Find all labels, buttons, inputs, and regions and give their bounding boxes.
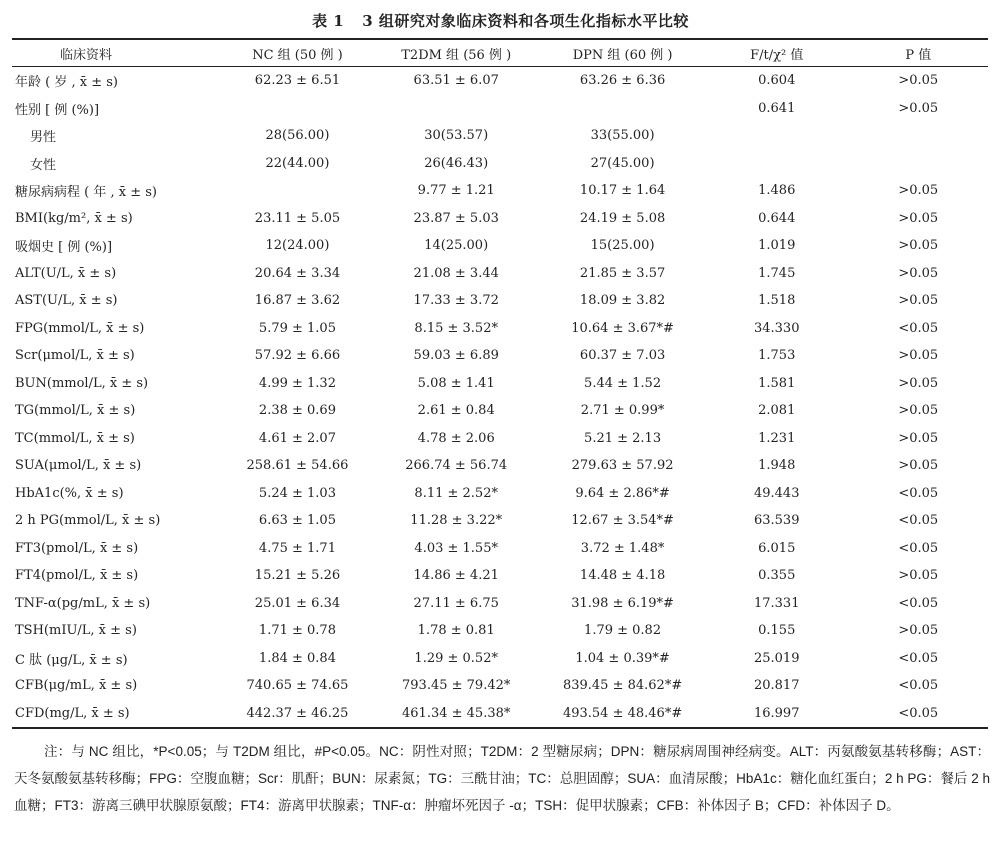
t2dm-value: 4.03 ± 1.55*: [414, 540, 498, 556]
row-label: 女性: [30, 157, 57, 173]
test-statistic: 34.330: [753, 320, 800, 336]
dpn-value: 839.45 ± 84.62*#: [562, 678, 683, 694]
nc-value: 62.23 ± 6.51: [254, 73, 341, 89]
row-label: BMI(kg/m², x̄ ± s): [15, 210, 133, 226]
header-test-statistic: F/t/χ² 值: [750, 47, 804, 63]
dpn-value: 18.09 ± 3.82: [579, 293, 666, 309]
dpn-value: 9.64 ± 2.86*#: [575, 485, 670, 501]
nc-value: 5.24 ± 1.03: [258, 485, 336, 501]
p-value: >0.05: [898, 100, 939, 116]
dpn-value: 10.64 ± 3.67*#: [571, 320, 674, 336]
dpn-value: 12.67 ± 3.54*#: [571, 513, 674, 529]
row-label: FPG(mmol/L, x̄ ± s): [15, 320, 145, 336]
test-statistic: 63.539: [753, 513, 800, 529]
nc-value: 6.63 ± 1.05: [258, 513, 336, 529]
test-statistic: 0.644: [758, 210, 796, 226]
nc-value: 15.21 ± 5.26: [254, 568, 341, 584]
clinical-data-table: [12, 38, 988, 729]
t2dm-value: 23.87 ± 5.03: [413, 210, 499, 226]
t2dm-value: 1.29 ± 0.52*: [414, 650, 498, 666]
table-row: [12, 700, 988, 729]
dpn-value: 2.71 ± 0.99*: [580, 403, 665, 419]
row-label: FT3(pmol/L, x̄ ± s): [15, 540, 139, 556]
t2dm-value: 30(53.57): [424, 128, 489, 144]
table-row: [12, 342, 988, 370]
t2dm-value: 5.08 ± 1.41: [417, 375, 495, 391]
row-label: 2 h PG(mmol/L, x̄ ± s): [15, 513, 161, 529]
dpn-value: 31.98 ± 6.19*#: [571, 595, 674, 611]
nc-value: 12(24.00): [265, 238, 330, 254]
table-row: [12, 232, 988, 260]
test-statistic: 2.081: [758, 403, 796, 419]
nc-value: 258.61 ± 54.66: [246, 458, 349, 474]
t2dm-value: [372, 95, 540, 123]
row-label: CFB(μg/mL, x̄ ± s): [15, 678, 138, 694]
dpn-value: 27(45.00): [590, 155, 655, 171]
row-label: TC(mmol/L, x̄ ± s): [15, 430, 135, 446]
table-row: [12, 480, 988, 508]
nc-value: 25.01 ± 6.34: [254, 595, 341, 611]
p-value: >0.05: [898, 183, 939, 199]
dpn-value: 21.85 ± 3.57: [579, 265, 666, 281]
test-statistic: 6.015: [758, 540, 796, 556]
p-value: >0.05: [898, 375, 939, 391]
p-value: >0.05: [898, 403, 939, 419]
test-statistic: [705, 150, 849, 178]
t2dm-value: 14(25.00): [424, 238, 489, 254]
t2dm-value: 14.86 ± 4.21: [413, 568, 499, 584]
table-row: [12, 452, 988, 480]
nc-value: 1.84 ± 0.84: [258, 650, 336, 666]
p-value: [849, 150, 988, 178]
nc-value: [223, 177, 372, 205]
dpn-value: 60.37 ± 7.03: [579, 348, 666, 364]
row-label: HbA1c(%, x̄ ± s): [15, 485, 124, 501]
row-label: FT4(pmol/L, x̄ ± s): [15, 568, 139, 584]
test-statistic: 0.155: [758, 623, 796, 639]
p-value: <0.05: [898, 485, 939, 501]
row-label: 性别 [ 例 (%)]: [15, 102, 100, 118]
test-statistic: 16.997: [753, 705, 800, 721]
p-value: <0.05: [898, 650, 939, 666]
table-row: [12, 260, 988, 288]
test-statistic: 0.641: [758, 100, 796, 116]
dpn-value: 14.48 ± 4.18: [579, 568, 666, 584]
table-row: [12, 122, 988, 150]
test-statistic: 25.019: [753, 650, 800, 666]
t2dm-value: 27.11 ± 6.75: [413, 595, 499, 611]
dpn-value: 279.63 ± 57.92: [571, 458, 674, 474]
t2dm-value: 17.33 ± 3.72: [413, 293, 499, 309]
header-dpn-group: DPN 组 (60 例 ): [572, 47, 673, 63]
row-label: Scr(μmol/L, x̄ ± s): [15, 348, 135, 364]
dpn-value: 15(25.00): [590, 238, 655, 254]
header-t2dm-group: T2DM 组 (56 例 ): [401, 47, 512, 63]
nc-value: 2.38 ± 0.69: [258, 403, 336, 419]
p-value: >0.05: [898, 458, 939, 474]
p-value: >0.05: [898, 348, 939, 364]
nc-value: 16.87 ± 3.62: [254, 293, 341, 309]
test-statistic: 1.231: [758, 430, 796, 446]
dpn-value: 1.04 ± 0.39*#: [575, 650, 670, 666]
table-row: [12, 645, 988, 673]
table-row: [12, 507, 988, 535]
table-row: [12, 617, 988, 645]
table-row: [12, 370, 988, 398]
dpn-value: 493.54 ± 48.46*#: [562, 705, 683, 721]
nc-value: 740.65 ± 74.65: [246, 678, 349, 694]
nc-value: 442.37 ± 46.25: [246, 705, 349, 721]
dpn-value: 33(55.00): [590, 128, 655, 144]
p-value: >0.05: [898, 73, 939, 89]
dpn-value: 63.26 ± 6.36: [579, 73, 666, 89]
p-value: <0.05: [898, 705, 939, 721]
header-nc-group: NC 组 (50 例 ): [252, 47, 343, 63]
p-value: <0.05: [898, 678, 939, 694]
table-row: [12, 535, 988, 563]
t2dm-value: 59.03 ± 6.89: [413, 348, 499, 364]
row-label: CFD(mg/L, x̄ ± s): [15, 705, 130, 721]
t2dm-value: 461.34 ± 45.38*: [402, 705, 511, 721]
row-label: TNF-α(pg/mL, x̄ ± s): [15, 595, 151, 611]
nc-value: 57.92 ± 6.66: [254, 348, 341, 364]
dpn-value: 3.72 ± 1.48*: [580, 540, 665, 556]
test-statistic: 17.331: [753, 595, 800, 611]
t2dm-value: 793.45 ± 79.42*: [402, 678, 511, 694]
t2dm-value: 266.74 ± 56.74: [405, 458, 508, 474]
header-clinical-data: 临床资料: [60, 47, 113, 63]
nc-value: 23.11 ± 5.05: [254, 210, 341, 226]
test-statistic: 49.443: [753, 485, 800, 501]
row-label: AST(U/L, x̄ ± s): [15, 293, 118, 309]
nc-value: 1.71 ± 0.78: [258, 623, 336, 639]
table-row: [12, 562, 988, 590]
p-value: >0.05: [898, 265, 939, 281]
table-row: [12, 672, 988, 700]
p-value: [849, 122, 988, 150]
table-body: [12, 67, 988, 729]
nc-value: 20.64 ± 3.34: [254, 265, 341, 281]
test-statistic: 0.355: [758, 568, 796, 584]
row-label: ALT(U/L, x̄ ± s): [15, 265, 117, 281]
t2dm-value: 9.77 ± 1.21: [417, 183, 495, 199]
nc-value: [223, 95, 372, 123]
table-footnote: 注：与 NC 组比，*P<0.05；与 T2DM 组比，#P<0.05。NC：阴性对照；T2DM：2 型糖尿病；DPN：糖尿病周围神经病变。ALT：丙氨酸氨基转移酶；AST：天冬氨酸氨基转移酶；FPG：空腹血糖；Scr：肌酐；BUN：尿素氮；TG：三酰甘油；TC：总胆固醇；SUA：血清尿酸；HbA1c：糖化血红蛋白；2 h PG：餐后 2 h 血糖；FT3：游离三碘甲状腺原氨酸；FT4：游离甲状腺素；TNF-α：肿瘤坏死因子 -α；TSH：促甲状腺素；CFB：补体因子 B；CFD：补体因子 D。: [14, 744, 990, 813]
nc-value: 28(56.00): [265, 128, 330, 144]
t2dm-value: 8.11 ± 2.52*: [414, 485, 498, 501]
dpn-value: 24.19 ± 5.08: [579, 210, 666, 226]
t2dm-value: 2.61 ± 0.84: [417, 403, 495, 419]
p-value: >0.05: [898, 568, 939, 584]
t2dm-value: 11.28 ± 3.22*: [410, 513, 503, 529]
row-label: 糖尿病病程 ( 年 , x̄ ± s): [15, 185, 157, 201]
header-row: [12, 39, 988, 67]
p-value: >0.05: [898, 210, 939, 226]
row-label: 男性: [30, 130, 57, 146]
row-label: TG(mmol/L, x̄ ± s): [15, 403, 136, 419]
test-statistic: 1.948: [758, 458, 796, 474]
row-label: BUN(mmol/L, x̄ ± s): [15, 375, 149, 391]
table-row: [12, 287, 988, 315]
t2dm-value: 1.78 ± 0.81: [417, 623, 495, 639]
p-value: <0.05: [898, 595, 939, 611]
nc-value: 5.79 ± 1.05: [258, 320, 336, 336]
test-statistic: 1.486: [758, 183, 796, 199]
t2dm-value: 21.08 ± 3.44: [413, 265, 499, 281]
table-row: [12, 590, 988, 618]
row-label: C 肽 (μg/L, x̄ ± s): [15, 652, 128, 668]
table-row: [12, 205, 988, 233]
table-caption: 3 组研究对象临床资料和各项生化指标水平比较: [362, 12, 689, 30]
nc-value: 4.61 ± 2.07: [258, 430, 336, 446]
table-title: [0, 10, 1001, 31]
header-p-value: P 值: [905, 47, 932, 63]
p-value: >0.05: [898, 430, 939, 446]
table-row: [12, 150, 988, 178]
test-statistic: 1.518: [758, 293, 796, 309]
table-number: 表 1: [312, 12, 345, 30]
test-statistic: 1.745: [758, 265, 796, 281]
t2dm-value: 8.15 ± 3.52*: [414, 320, 498, 336]
dpn-value: 5.44 ± 1.52: [584, 375, 662, 391]
t2dm-value: 4.78 ± 2.06: [417, 430, 495, 446]
p-value: <0.05: [898, 320, 939, 336]
row-label: 年龄 ( 岁 , x̄ ± s): [15, 75, 118, 91]
row-label: TSH(mIU/L, x̄ ± s): [15, 623, 137, 639]
table-row: [12, 177, 988, 205]
dpn-value: [540, 95, 705, 123]
dpn-value: 10.17 ± 1.64: [579, 183, 666, 199]
p-value: <0.05: [898, 513, 939, 529]
p-value: >0.05: [898, 293, 939, 309]
test-statistic: 1.753: [758, 348, 796, 364]
test-statistic: 1.581: [758, 375, 796, 391]
nc-value: 4.75 ± 1.71: [258, 540, 336, 556]
p-value: <0.05: [898, 540, 939, 556]
test-statistic: 1.019: [758, 238, 796, 254]
p-value: >0.05: [898, 623, 939, 639]
test-statistic: 0.604: [758, 73, 796, 89]
dpn-value: 1.79 ± 0.82: [584, 623, 662, 639]
test-statistic: [705, 122, 849, 150]
t2dm-value: 26(46.43): [424, 155, 489, 171]
table-row: [12, 67, 988, 95]
table-row: [12, 397, 988, 425]
row-label: 吸烟史 [ 例 (%)]: [15, 240, 113, 256]
dpn-value: 5.21 ± 2.13: [584, 430, 662, 446]
nc-value: 22(44.00): [265, 155, 330, 171]
t2dm-value: 63.51 ± 6.07: [413, 73, 499, 89]
test-statistic: 20.817: [753, 678, 800, 694]
nc-value: 4.99 ± 1.32: [258, 375, 336, 391]
row-label: SUA(μmol/L, x̄ ± s): [15, 458, 142, 474]
table-row: [12, 425, 988, 453]
table-row: [12, 95, 988, 123]
table-row: [12, 315, 988, 343]
p-value: >0.05: [898, 238, 939, 254]
